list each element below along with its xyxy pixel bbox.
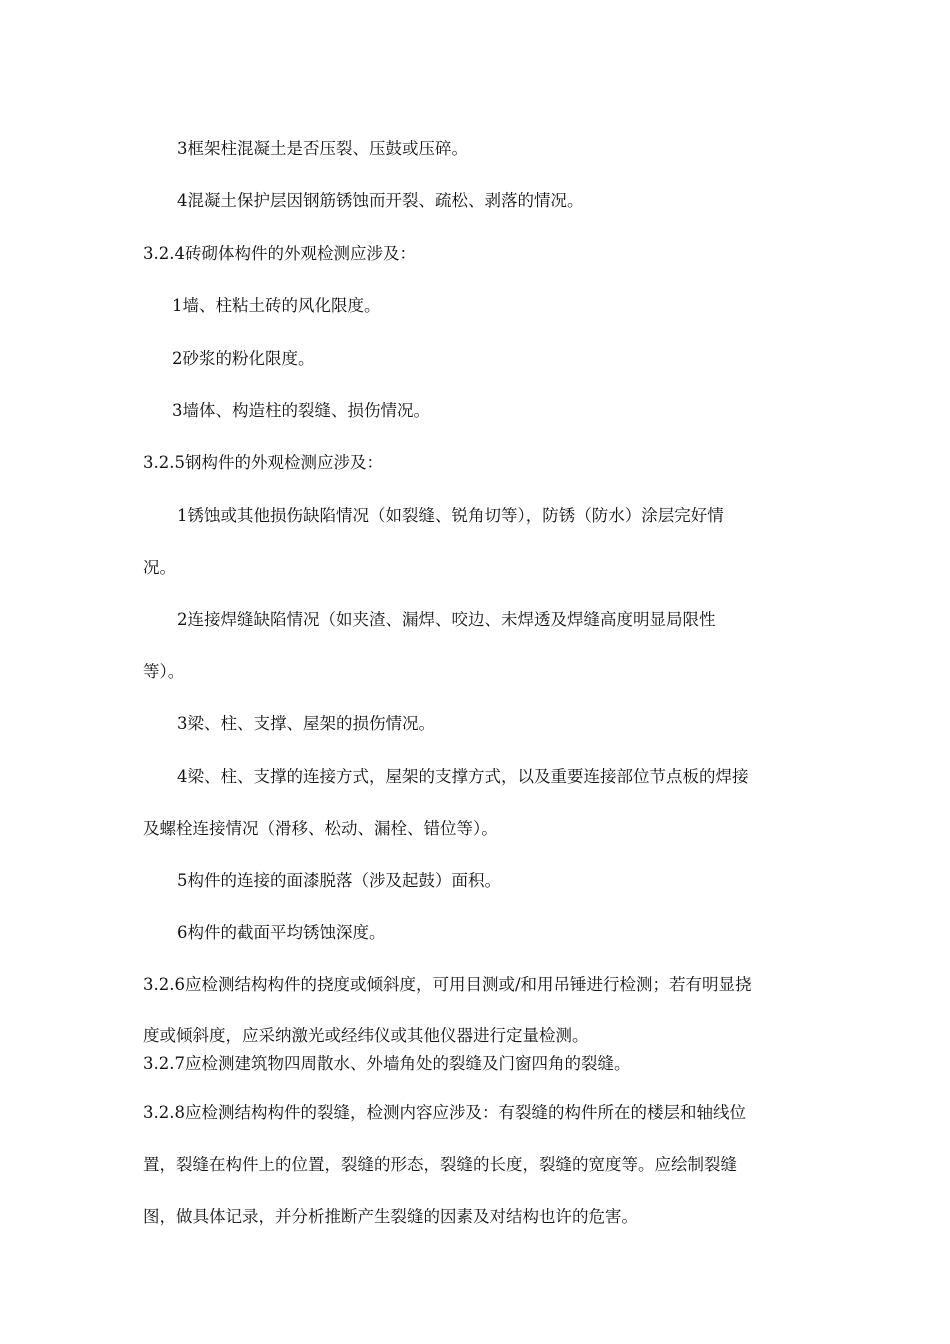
item-2-mortar-powdering: 2砂浆的粉化限度。 [172, 349, 315, 368]
item-4-connections: 4梁、柱、支撑的连接方式，屋架的支撑方式，以及重要连接部位节点板的焊接 [177, 767, 749, 786]
item-1-brick-weathering: 1墙、柱粘土砖的风化限度。 [172, 296, 381, 315]
clause-3-2-8-cont-1: 置，裂缝在构件上的位置，裂缝的形态，裂缝的长度，裂缝的宽度等。应绘制裂缝 [143, 1155, 737, 1174]
item-1-corrosion-cont: 况。 [143, 558, 176, 577]
item-3-wall-cracks: 3墙体、构造柱的裂缝、损伤情况。 [172, 401, 430, 420]
item-3-frame-column: 3框架柱混凝土是否压裂、压鼓或压碎。 [177, 139, 468, 158]
clause-3-2-7: 3.2.7应检测建筑物四周散水、外墙角处的裂缝及门窗四角的裂缝。 [143, 1054, 631, 1073]
clause-3-2-6: 3.2.6应检测结构构件的挠度或倾斜度，可用目测或/和用吊锤进行检测；若有明显挠 [143, 975, 752, 994]
clause-3-2-5: 3.2.5钢构件的外观检测应涉及： [143, 453, 383, 472]
clause-3-2-6-cont: 度或倾斜度，应采纳激光或经纬仪或其他仪器进行定量检测。 [143, 1026, 589, 1045]
item-2-weld-defects-cont: 等）。 [143, 662, 185, 681]
item-3-member-damage: 3梁、柱、支撑、屋架的损伤情况。 [177, 714, 435, 733]
item-2-weld-defects: 2连接焊缝缺陷情况（如夹渣、漏焊、咬边、未焊透及焊缝高度明显局限性 [177, 610, 716, 629]
item-1-corrosion: 1锈蚀或其他损伤缺陷情况（如裂缝、锐角切等），防锈（防水）涂层完好情 [177, 506, 724, 525]
item-5-paint-peeling: 5构件的连接的面漆脱落（涉及起鼓）面积。 [177, 871, 501, 890]
clause-3-2-4: 3.2.4砖砌体构件的外观检测应涉及： [143, 244, 416, 263]
clause-3-2-8-cont-2: 图，做具体记录，并分析推断产生裂缝的因素及对结构也许的危害。 [143, 1207, 638, 1226]
clause-3-2-8: 3.2.8应检测结构构件的裂缝，检测内容应涉及：有裂缝的构件所在的楼层和轴线位 [143, 1103, 746, 1122]
item-4-concrete-cover: 4混凝土保护层因钢筋锈蚀而开裂、疏松、剥落的情况。 [177, 191, 584, 210]
item-6-corrosion-depth: 6构件的截面平均锈蚀深度。 [177, 923, 386, 942]
item-4-connections-cont: 及螺栓连接情况（滑移、松动、漏栓、错位等）。 [143, 819, 498, 838]
